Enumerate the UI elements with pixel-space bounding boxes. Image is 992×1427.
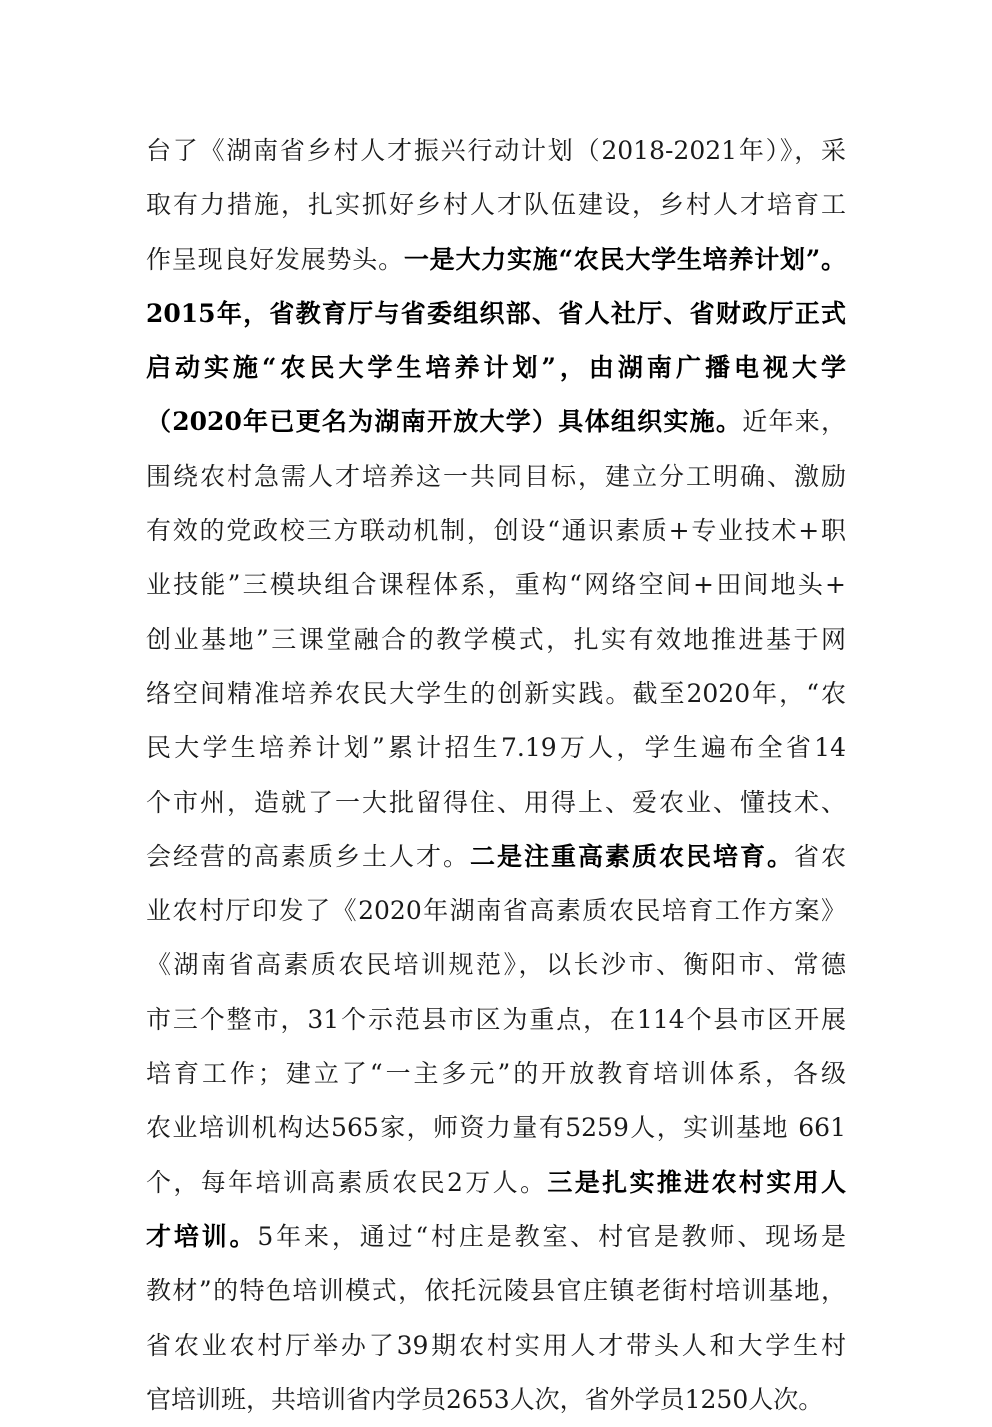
text-run: 省农业农村厅举办了39期农村实用人才带头人和大学生村 — [146, 1330, 846, 1360]
text-run: 业技能”三模块组合课程体系，重构“网络空间+田间地头+ — [146, 570, 846, 600]
text-line — [146, 1264, 846, 1318]
bold-text-run: 启动实施“农民大学生培养计划”，由湖南广播电视大学 — [146, 353, 846, 383]
text-line — [146, 613, 846, 667]
text-line — [146, 1047, 846, 1101]
text-line — [146, 721, 846, 775]
text-line — [146, 1319, 846, 1373]
text-run: 教材”的特色培训模式，依托沅陵县官庄镇老街村培训基地， — [146, 1276, 846, 1306]
text-line — [146, 450, 846, 504]
text-line — [146, 178, 846, 232]
text-line — [146, 1101, 846, 1155]
text-run: 取有力措施，扎实抓好乡村人才队伍建设，乡村人才培育工 — [146, 190, 846, 220]
text-run: 有效的党政校三方联动机制，创设“通识素质+专业技术+职 — [146, 516, 846, 546]
text-line — [146, 504, 846, 558]
bold-text-run: 2015年，省教育厅与省委组织部、省人社厅、省财政厅正式 — [146, 298, 846, 328]
bold-text-run: 三是扎实推进农村实用人 — [547, 1167, 846, 1197]
text-line — [146, 395, 846, 449]
text-line — [146, 233, 846, 287]
text-line — [146, 830, 846, 884]
text-run: 5年来，通过“村庄是教室、村官是教师、现场是 — [257, 1221, 846, 1251]
text-line — [146, 1156, 846, 1210]
text-line — [146, 667, 846, 721]
text-run: 近年来， — [742, 407, 846, 437]
bold-text-run: （2020年已更名为湖南开放大学）具体组织实施。 — [146, 407, 743, 437]
text-run: 个市州，造就了一大批留得住、用得上、爱农业、懂技术、 — [146, 787, 846, 817]
text-run: 农业培训机构达565家，师资力量有5259人，实训基地 661 — [146, 1113, 846, 1143]
text-run: 培育工作；建立了“一主多元”的开放教育培训体系，各级 — [146, 1059, 846, 1089]
text-line — [146, 558, 846, 612]
text-run: 围绕农村急需人才培养这一共同目标，建立分工明确、激励 — [146, 461, 846, 491]
text-line — [146, 1373, 846, 1427]
text-run: 民大学生培养计划”累计招生7.19万人，学生遍布全省14 — [146, 733, 846, 763]
text-line — [146, 776, 846, 830]
bold-text-run: 二是注重高素质农民培育。 — [469, 841, 794, 871]
text-run: 络空间精准培养农民大学生的创新实践。截至2020年，“农 — [146, 678, 846, 708]
text-run: 省农 — [793, 841, 846, 871]
bold-text-run: 一是大力实施“农民大学生培养计划”。 — [403, 244, 846, 274]
text-line — [146, 287, 846, 341]
body-paragraph — [146, 124, 846, 1427]
text-line — [146, 124, 846, 178]
text-line — [146, 884, 846, 938]
text-run: 市三个整市，31个示范县市区为重点，在114个县市区开展 — [146, 1004, 846, 1034]
text-line — [146, 993, 846, 1047]
text-run: 会经营的高素质乡土人才。 — [146, 841, 470, 871]
text-run: 业农村厅印发了《2020年湖南省高素质农民培育工作方案》 — [146, 896, 846, 926]
text-run: 官培训班，共培训省内学员2653人次，省外学员1250人次。 — [146, 1384, 824, 1414]
bold-text-run: 才培训。 — [146, 1221, 258, 1251]
text-run: 《湖南省高素质农民培训规范》，以长沙市、衡阳市、常德 — [146, 950, 846, 980]
text-line — [146, 1210, 846, 1264]
text-run: 作呈现良好发展势头。 — [146, 244, 404, 274]
text-line — [146, 341, 846, 395]
text-run: 台了《湖南省乡村人才振兴行动计划（2018-2021年）》，采 — [146, 136, 846, 165]
text-run: 个，每年培训高素质农民2万人。 — [146, 1167, 548, 1197]
text-run: 创业基地”三课堂融合的教学模式，扎实有效地推进基于网 — [146, 624, 846, 654]
text-line — [146, 938, 846, 992]
